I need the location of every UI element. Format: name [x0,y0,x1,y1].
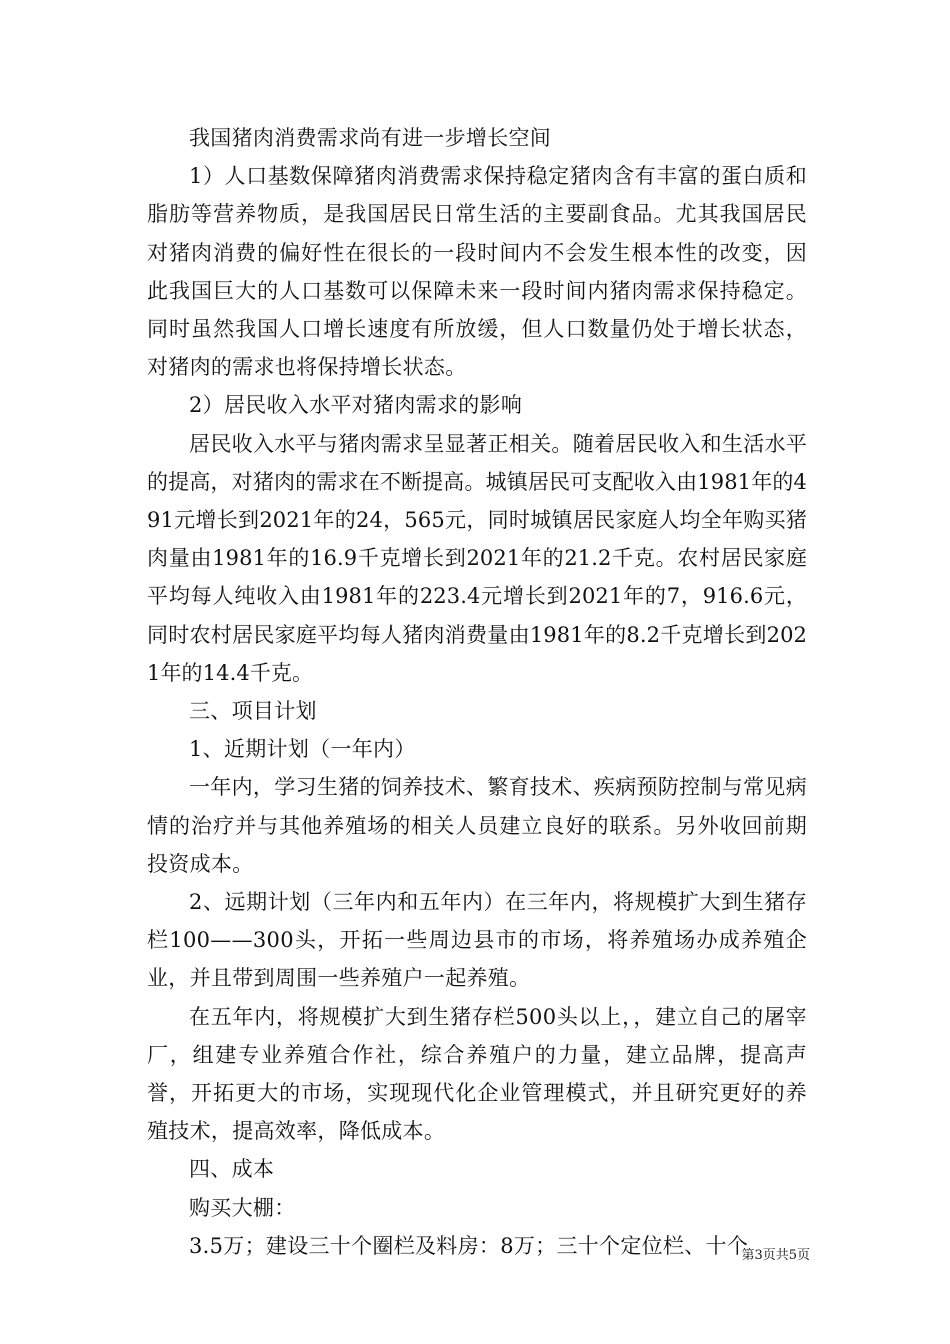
page-number-footer: 第3页共5页 [741,1248,810,1263]
paragraph-heading-demand: 我国猪肉消费需求尚有进一步增长空间 [189,126,552,150]
paragraph-five-year-plan: 在五年内，将规模扩大到生猪存栏500头以上，，建立自己的屠宰厂，组建专业养殖合作社，综合养殖户的力量，建立品牌，提高声誉，开拓更大的市场，实现现代化企业管理模式，并且研究更好的养殖技术，提高效率，降低成本。 [147,1004,807,1144]
paragraph-cost-items: 3.5万；建设三十个圈栏及料房：8万；三十个定位栏、十个 [189,1233,749,1258]
paragraph-long-term-plan: 2、远期计划（三年内和五年内）在三年内，将规模扩大到生猪存栏100——300头，开拓一些周边县市的市场，将养殖场办成养殖企业，并且带到周围一些养殖户一起养殖。 [147,890,807,991]
subheading-short-term-plan: 1、近期计划（一年内） [189,737,416,762]
paragraph-heading-income: 2）居民收入水平对猪肉需求的影响 [189,393,523,418]
paragraph-buy-greenhouse: 购买大棚： [189,1195,296,1220]
paragraph-short-term-plan: 一年内，学习生猪的饲养技术、繁育技术、疾病预防控制与常见病情的治疗并与其他养殖场的相关人员建立良好的联系。另外收回前期投资成本。 [147,775,807,876]
section-heading-cost: 四、成本 [189,1157,275,1182]
section-heading-project-plan: 三、项目计划 [189,699,317,724]
paragraph-income-statistics: 居民收入水平与猪肉需求呈显著正相关。随着居民收入和生活水平的提高，对猪肉的需求在不断提高。城镇居民可支配收入由1981年的491元增长到2021年的24，565元，同时城镇居民家庭人均全年购买猪肉量由1981年的16.9千克增长到2021年的21.2千克。农村居民家庭平均每人纯收入由1981年的223.4元增长到2021年的7，916.6元，同时农村居民家庭平均每人猪肉消费量由1981年的8.2千克增长到2021年的14.4千克。 [147,431,807,685]
document-body [147,119,807,1265]
paragraph-population-base: 1）人口基数保障猪肉消费需求保持稳定猪肉含有丰富的蛋白质和脂肪等营养物质，是我国居民日常生活的主要副食品。尤其我国居民对猪肉消费的偏好性在很长的一段时间内不会发生根本性的改变，因此我国巨大的人口基数可以保障未来一段时间内猪肉需求保持稳定。同时虽然我国人口增长速度有所放缓，但人口数量仍处于增长状态，对猪肉的需求也将保持增长状态。 [147,164,807,380]
